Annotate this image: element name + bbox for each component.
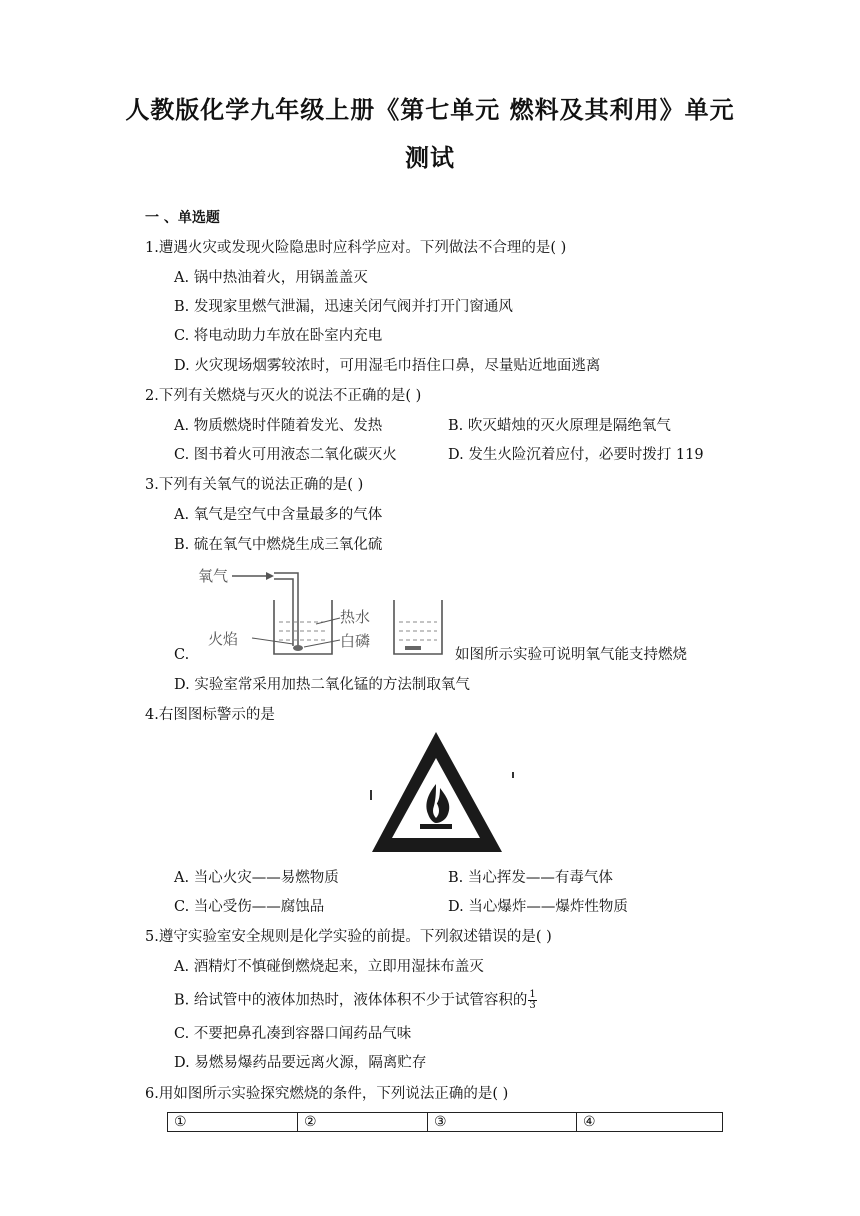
figure-label-hot-water: 热水 <box>340 608 371 626</box>
question-6-stem: 6.用如图所示实验探究燃烧的条件，下列说法正确的是( ) <box>145 1086 509 1102</box>
q4-option-c: C. 当心受伤——腐蚀品 <box>174 899 325 915</box>
q3-option-d: D. 实验室常采用加热二氧化锰的方法制取氧气 <box>174 677 470 693</box>
fraction-numerator: 1 <box>529 989 536 1000</box>
phosphorus-experiment-figure <box>190 564 450 662</box>
page-title-cont: 测试 <box>405 144 455 172</box>
table-header-cell: ① <box>168 1113 298 1132</box>
q3-option-b: B. 硫在氧气中燃烧生成三氧化硫 <box>174 537 383 553</box>
page-title: 人教版化学九年级上册《第七单元 燃料及其利用》单元 <box>125 96 735 124</box>
fraction <box>528 990 536 1011</box>
question-1-stem: 1.遭遇火灾或发现火险隐患时应科学应对。下列做法不合理的是( ) <box>145 240 567 256</box>
figure-label-white-phosphorus: 白磷 <box>340 632 371 650</box>
fraction-denominator: 3 <box>529 1000 536 1011</box>
q1-option-b: B. 发现家里燃气泄漏，迅速关闭气阀并打开门窗通风 <box>174 299 513 315</box>
q4-option-d: D. 当心爆炸——爆炸性物质 <box>448 899 628 915</box>
section-heading: 一 、单选题 <box>145 210 220 226</box>
q2-option-a: A. 物质燃烧时伴随着发光、发热 <box>174 418 383 434</box>
q2-option-c: C. 图书着火可用液态二氧化碳灭火 <box>174 447 397 463</box>
flammable-warning-sign-icon <box>368 728 518 856</box>
q5-option-d: D. 易燃易爆药品要远离火源，隔离贮存 <box>174 1055 427 1071</box>
figure-label-flame: 火焰 <box>208 630 239 648</box>
q2-option-b: B. 吹灭蜡烛的灭火原理是隔绝氧气 <box>448 418 671 434</box>
question-5-stem: 5.遵守实验室安全规则是化学实验的前提。下列叙述错误的是( ) <box>145 929 552 945</box>
q2-option-d: D. 发生火险沉着应付，必要时拨打 119 <box>448 447 704 463</box>
experiment-table <box>167 1112 723 1132</box>
q4-option-b: B. 当心挥发——有毒气体 <box>448 870 613 886</box>
q5-option-a: A. 酒精灯不慎碰倒燃烧起来，立即用湿抹布盖灭 <box>174 959 484 975</box>
q1-option-a: A. 锅中热油着火，用锅盖盖灭 <box>174 270 368 286</box>
q4-option-a: A. 当心火灾——易燃物质 <box>174 870 339 886</box>
table-header-cell: ③ <box>428 1113 577 1132</box>
table-row <box>168 1113 723 1132</box>
q3-option-c-text: 如图所示实验可说明氧气能支持燃烧 <box>455 647 687 663</box>
question-4-stem: 4.右图图标警示的是 <box>145 707 275 723</box>
question-3-stem: 3.下列有关氧气的说法正确的是( ) <box>145 477 364 493</box>
q3-option-a: A. 氧气是空气中含量最多的气体 <box>174 507 383 523</box>
q5-option-b-text: B. 给试管中的液体加热时，液体体积不少于试管容积的 <box>174 992 528 1009</box>
q1-option-d: D. 火灾现场烟雾较浓时，可用湿毛巾捂住口鼻，尽量贴近地面逃离 <box>174 358 601 374</box>
q3-option-c-prefix: C. <box>174 647 190 663</box>
figure-label-oxygen: 氧气 <box>198 567 229 585</box>
q5-option-b <box>174 990 537 1011</box>
q1-option-c: C. 将电动助力车放在卧室内充电 <box>174 328 383 344</box>
table-header-cell: ④ <box>577 1113 723 1132</box>
q5-option-c: C. 不要把鼻孔凑到容器口闻药品气味 <box>174 1026 412 1042</box>
table-header-cell: ② <box>298 1113 428 1132</box>
question-2-stem: 2.下列有关燃烧与灭火的说法不正确的是( ) <box>145 388 422 404</box>
